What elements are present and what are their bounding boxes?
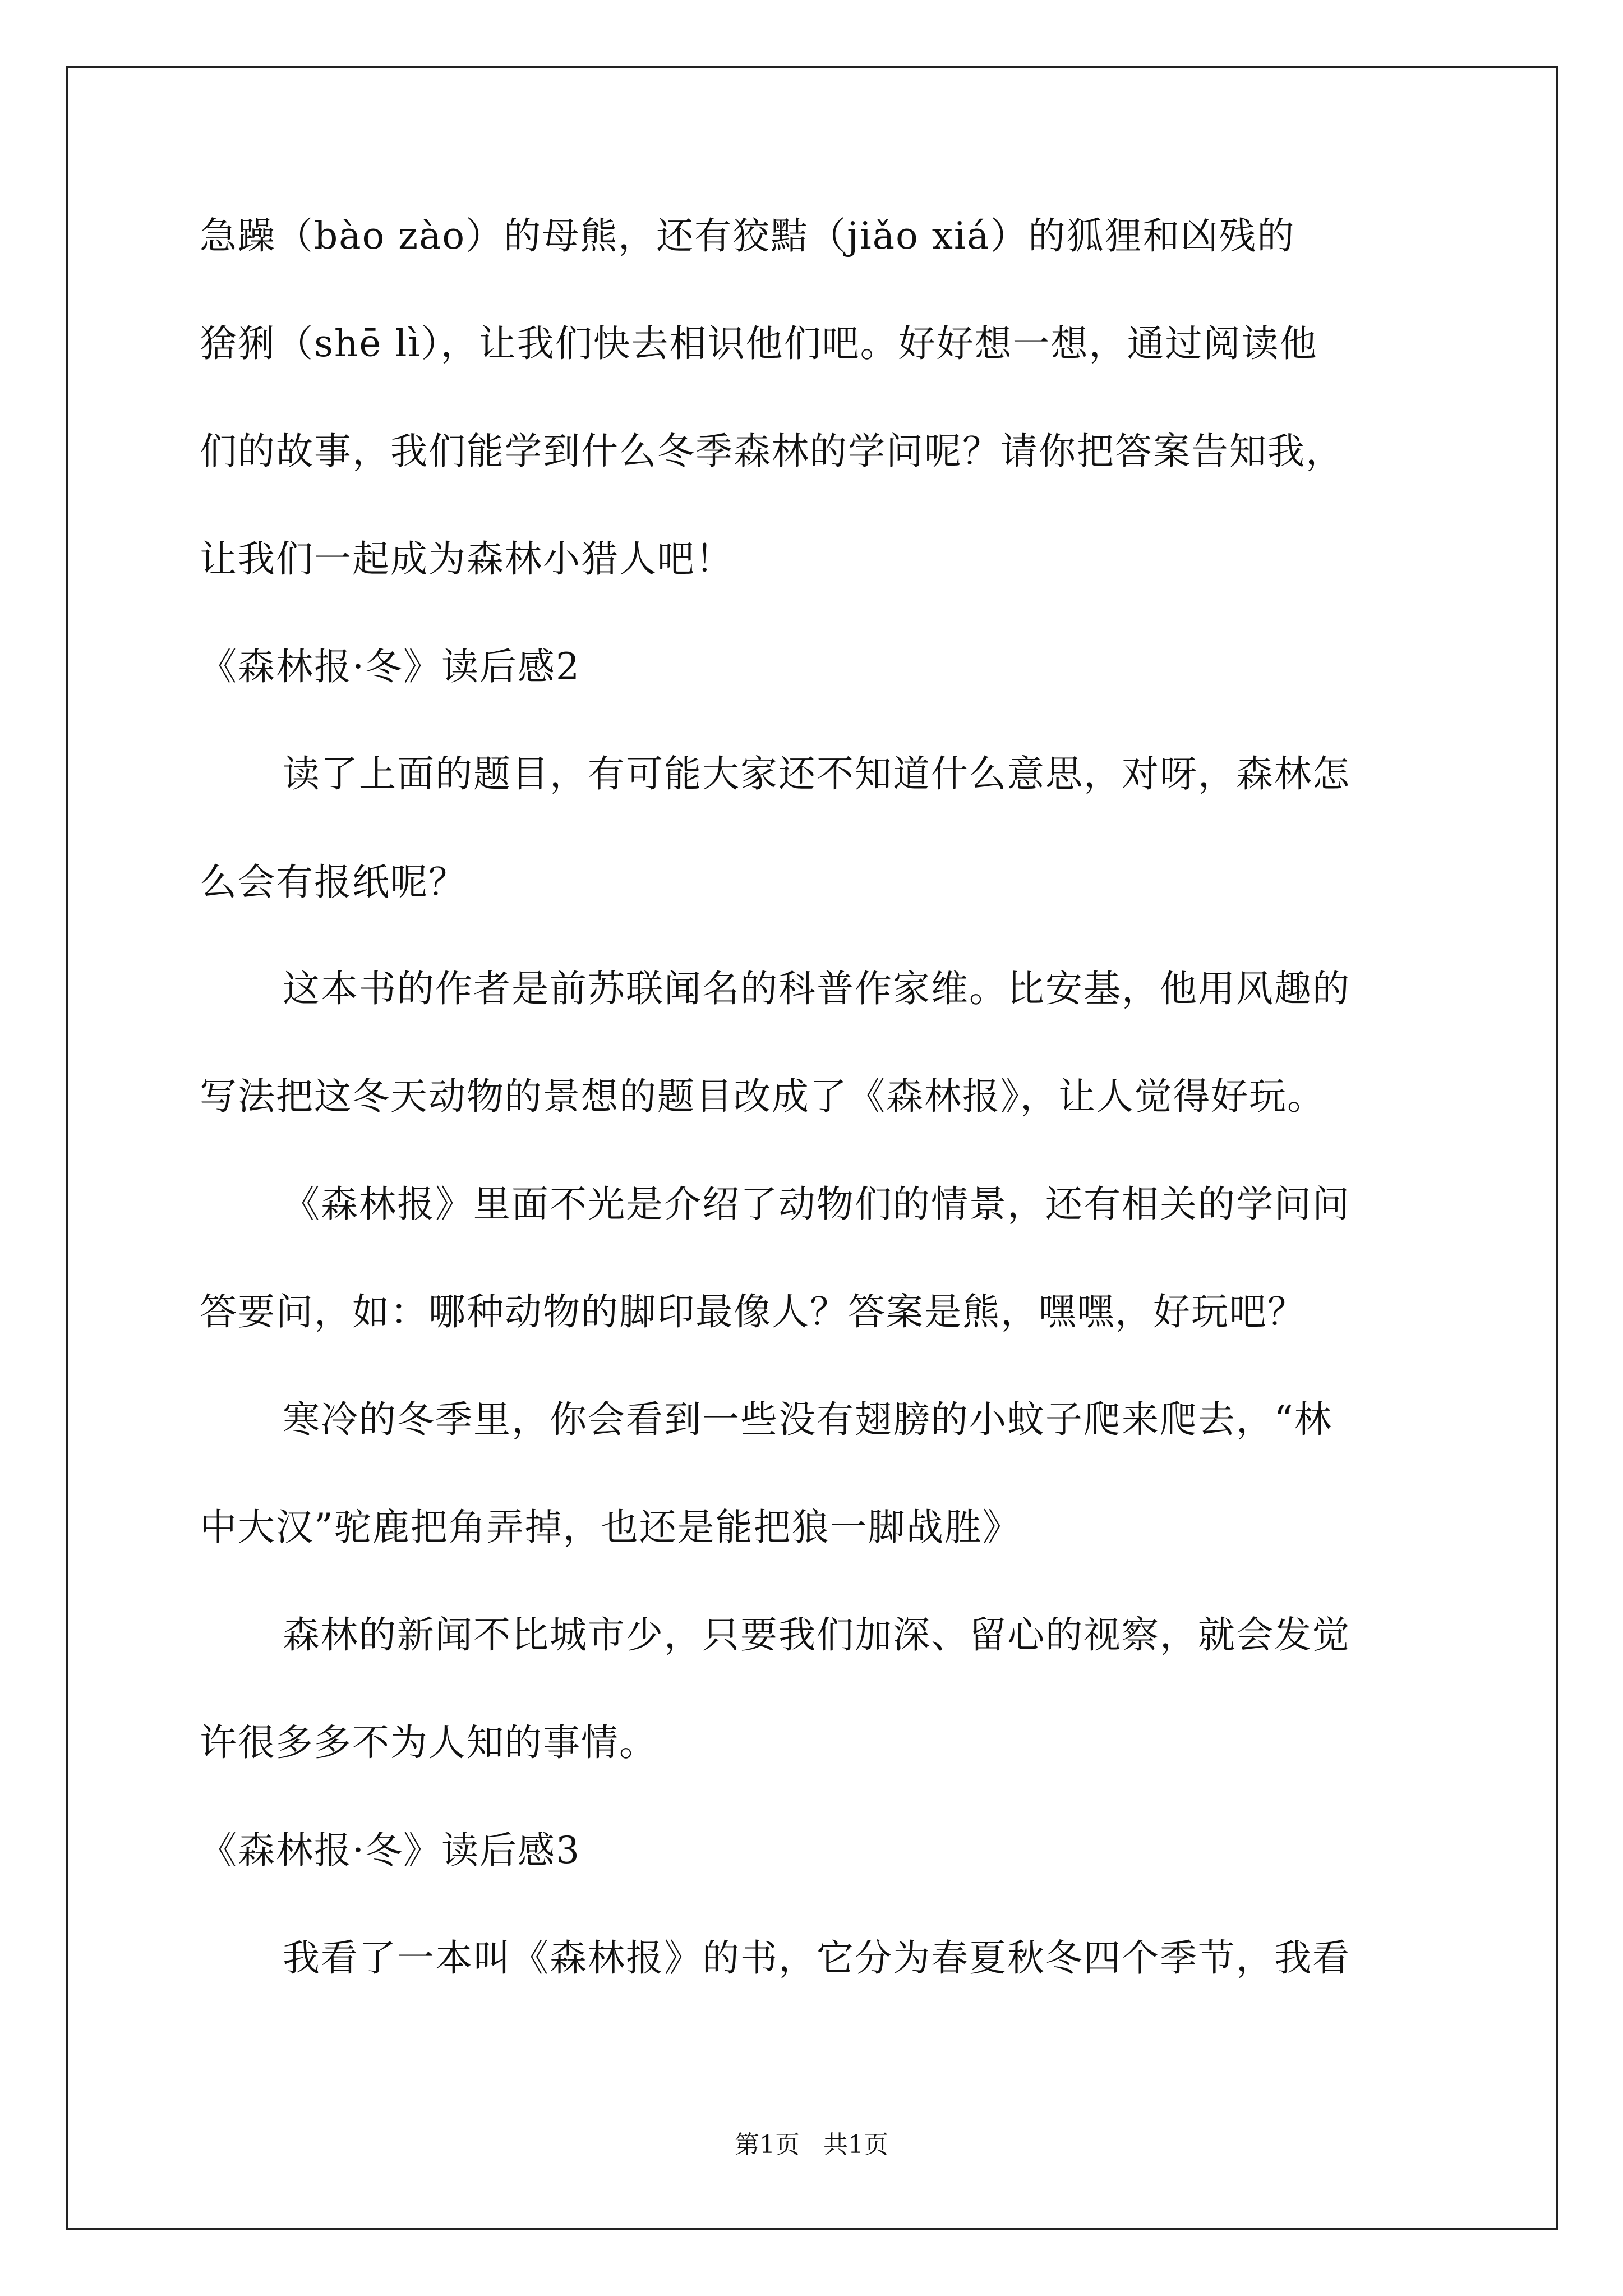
text-line-3: 们的故事，我们能学到什么冬季森林的学问呢？请你把答案告知我， xyxy=(200,430,1344,473)
paragraph-line: 答要问，如：哪种动物的脚印最像人？答案是熊，嘿嘿，好玩吧？ xyxy=(200,1290,1306,1333)
paragraph-line: 么会有报纸呢？ xyxy=(200,861,467,904)
paragraph-line: 《森林报》里面不光是介绍了动物们的情景，还有相关的学问问 xyxy=(283,1182,1350,1226)
text-line-2: 猞猁（shē lì），让我们快去相识他们吧。好好想一想，通过阅读他 xyxy=(200,322,1318,365)
paragraph-line: 寒冷的冬季里，你会看到一些没有翅膀的小蚊子爬来爬去，“林 xyxy=(283,1398,1332,1441)
paragraph-line: 许很多多不为人知的事情。 xyxy=(200,1721,657,1764)
text-line-1: 急躁（bào zào）的母熊，还有狡黠（jiǎo xiá）的狐狸和凶残的 xyxy=(200,214,1295,257)
paragraph-line: 森林的新闻不比城市少，只要我们加深、留心的视察，就会发觉 xyxy=(283,1613,1350,1657)
paragraph-line: 这本书的作者是前苏联闻名的科普作家维。比安基，他用风趣的 xyxy=(283,967,1350,1010)
page-footer: 第1页 共1页 xyxy=(735,2131,888,2159)
paragraph-line: 我看了一本叫《森林报》的书，它分为春夏秋冬四个季节，我看 xyxy=(283,1936,1350,1980)
page-border xyxy=(66,66,1558,2230)
paragraph-line: 中大汉”驼鹿把角弄掉，也还是能把狼一脚战胜》 xyxy=(200,1506,1021,1549)
section-heading-2: 《森林报·冬》读后感2 xyxy=(200,645,580,688)
section-heading-3: 《森林报·冬》读后感3 xyxy=(200,1829,580,1872)
paragraph-line: 写法把这冬天动物的景想的题目改成了《森林报》，让人觉得好玩。 xyxy=(200,1075,1325,1118)
text-line-4: 让我们一起成为森林小猎人吧！ xyxy=(200,537,734,581)
paragraph-line: 读了上面的题目，有可能大家还不知道什么意思，对呀，森林怎 xyxy=(283,752,1350,795)
